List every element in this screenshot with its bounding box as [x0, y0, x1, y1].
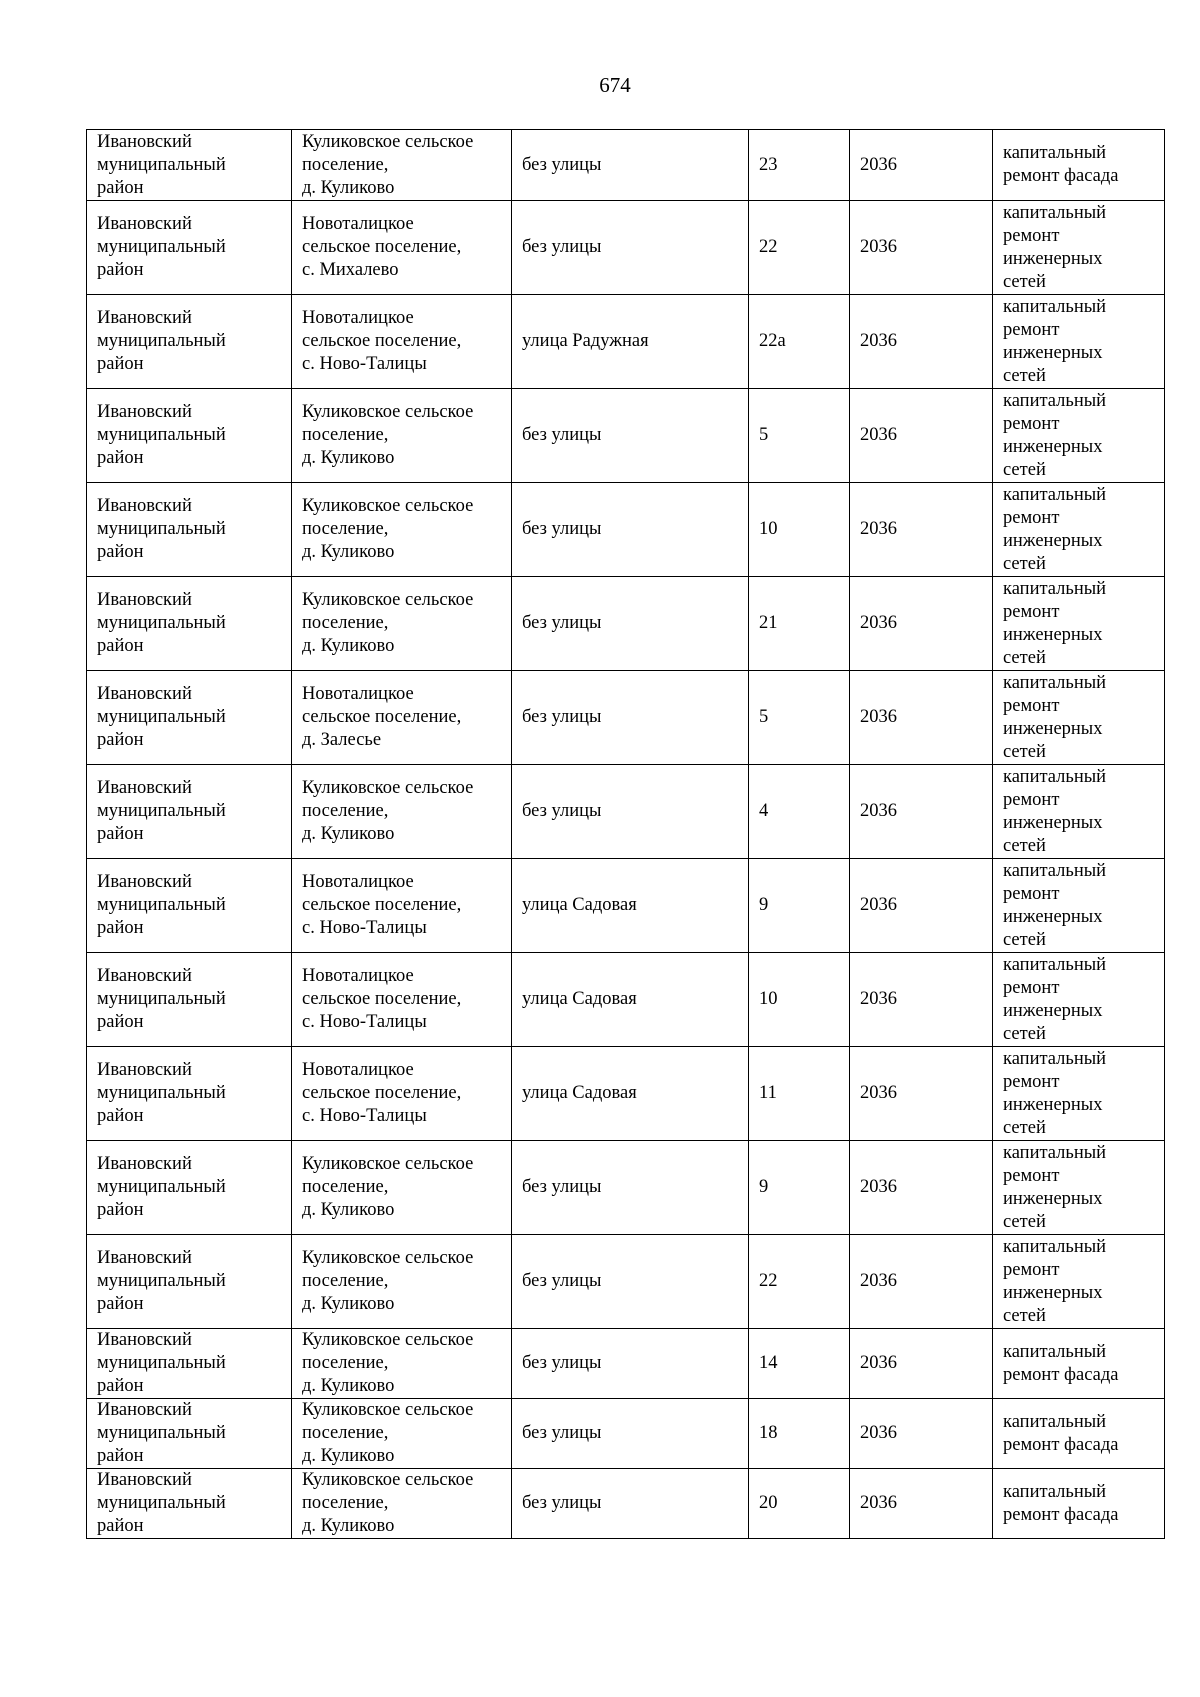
street-cell: без улицы	[512, 1141, 749, 1235]
work-type-cell: капитальный ремонт инженерных сетей	[993, 1235, 1165, 1329]
work-type-cell: капитальный ремонт инженерных сетей	[993, 765, 1165, 859]
settlement-cell: Новоталицкое сельское поселение, с. Ново-Талицы	[292, 859, 512, 953]
table-body	[87, 130, 1165, 1539]
settlement-cell: Куликовское сельское поселение, д. Куликово	[292, 389, 512, 483]
settlement-cell: Куликовское сельское поселение, д. Куликово	[292, 577, 512, 671]
work-type-cell: капитальный ремонт инженерных сетей	[993, 483, 1165, 577]
street-cell: без улицы	[512, 130, 749, 201]
house-number-cell: 9	[749, 1141, 850, 1235]
district-cell: Ивановский муниципальный район	[87, 859, 292, 953]
work-type-cell: капитальный ремонт инженерных сетей	[993, 389, 1165, 483]
settlement-cell: Новоталицкое сельское поселение, с. Михалево	[292, 201, 512, 295]
district-cell: Ивановский муниципальный район	[87, 765, 292, 859]
street-cell: улица Садовая	[512, 859, 749, 953]
work-type-cell: капитальный ремонт фасада	[993, 1469, 1165, 1539]
year-cell: 2036	[850, 201, 993, 295]
district-cell: Ивановский муниципальный район	[87, 295, 292, 389]
street-cell: без улицы	[512, 1235, 749, 1329]
house-number-cell: 9	[749, 859, 850, 953]
year-cell: 2036	[850, 577, 993, 671]
district-cell: Ивановский муниципальный район	[87, 1047, 292, 1141]
table-row	[87, 295, 1165, 389]
table-row	[87, 1141, 1165, 1235]
work-type-cell: капитальный ремонт инженерных сетей	[993, 953, 1165, 1047]
district-cell: Ивановский муниципальный район	[87, 130, 292, 201]
settlement-cell: Куликовское сельское поселение, д. Куликово	[292, 483, 512, 577]
district-cell: Ивановский муниципальный район	[87, 201, 292, 295]
street-cell: без улицы	[512, 671, 749, 765]
work-type-cell: капитальный ремонт инженерных сетей	[993, 295, 1165, 389]
table-row	[87, 389, 1165, 483]
district-cell: Ивановский муниципальный район	[87, 1235, 292, 1329]
work-type-cell: капитальный ремонт инженерных сетей	[993, 1141, 1165, 1235]
house-number-cell: 5	[749, 671, 850, 765]
work-type-cell: капитальный ремонт фасада	[993, 1329, 1165, 1399]
work-type-cell: капитальный ремонт фасада	[993, 130, 1165, 201]
house-number-cell: 10	[749, 953, 850, 1047]
house-number-cell: 22	[749, 1235, 850, 1329]
district-cell: Ивановский муниципальный район	[87, 953, 292, 1047]
house-number-cell: 5	[749, 389, 850, 483]
work-type-cell: капитальный ремонт фасада	[993, 1399, 1165, 1469]
house-number-cell: 21	[749, 577, 850, 671]
year-cell: 2036	[850, 1329, 993, 1399]
district-cell: Ивановский муниципальный район	[87, 577, 292, 671]
house-number-cell: 23	[749, 130, 850, 201]
settlement-cell: Куликовское сельское поселение, д. Куликово	[292, 1141, 512, 1235]
street-cell: без улицы	[512, 483, 749, 577]
settlement-cell: Куликовское сельское поселение, д. Куликово	[292, 1399, 512, 1469]
street-cell: без улицы	[512, 201, 749, 295]
year-cell: 2036	[850, 671, 993, 765]
district-cell: Ивановский муниципальный район	[87, 389, 292, 483]
street-cell: без улицы	[512, 1329, 749, 1399]
year-cell: 2036	[850, 483, 993, 577]
table-row	[87, 1235, 1165, 1329]
settlement-cell: Куликовское сельское поселение, д. Куликово	[292, 1469, 512, 1539]
settlement-cell: Новоталицкое сельское поселение, д. Залесье	[292, 671, 512, 765]
table-row	[87, 577, 1165, 671]
settlement-cell: Куликовское сельское поселение, д. Куликово	[292, 130, 512, 201]
district-cell: Ивановский муниципальный район	[87, 1399, 292, 1469]
year-cell: 2036	[850, 765, 993, 859]
house-number-cell: 11	[749, 1047, 850, 1141]
street-cell: без улицы	[512, 577, 749, 671]
year-cell: 2036	[850, 1399, 993, 1469]
table-row	[87, 1399, 1165, 1469]
settlement-cell: Куликовское сельское поселение, д. Куликово	[292, 765, 512, 859]
table-row	[87, 201, 1165, 295]
table-row	[87, 1469, 1165, 1539]
settlement-cell: Куликовское сельское поселение, д. Куликово	[292, 1329, 512, 1399]
page-number: 674	[599, 73, 631, 97]
settlement-cell: Куликовское сельское поселение, д. Куликово	[292, 1235, 512, 1329]
table-row	[87, 953, 1165, 1047]
year-cell: 2036	[850, 1047, 993, 1141]
street-cell: улица Радужная	[512, 295, 749, 389]
year-cell: 2036	[850, 389, 993, 483]
house-number-cell: 22а	[749, 295, 850, 389]
year-cell: 2036	[850, 130, 993, 201]
year-cell: 2036	[850, 859, 993, 953]
work-type-cell: капитальный ремонт инженерных сетей	[993, 859, 1165, 953]
settlement-cell: Новоталицкое сельское поселение, с. Ново-Талицы	[292, 1047, 512, 1141]
street-cell: улица Садовая	[512, 953, 749, 1047]
district-cell: Ивановский муниципальный район	[87, 1141, 292, 1235]
house-number-cell: 18	[749, 1399, 850, 1469]
settlement-cell: Новоталицкое сельское поселение, с. Ново-Талицы	[292, 953, 512, 1047]
table-row	[87, 130, 1165, 201]
work-type-cell: капитальный ремонт инженерных сетей	[993, 577, 1165, 671]
house-number-cell: 10	[749, 483, 850, 577]
street-cell: улица Садовая	[512, 1047, 749, 1141]
work-type-cell: капитальный ремонт инженерных сетей	[993, 671, 1165, 765]
year-cell: 2036	[850, 1235, 993, 1329]
table-row	[87, 1047, 1165, 1141]
year-cell: 2036	[850, 953, 993, 1047]
work-type-cell: капитальный ремонт инженерных сетей	[993, 201, 1165, 295]
house-number-cell: 22	[749, 201, 850, 295]
house-number-cell: 4	[749, 765, 850, 859]
district-cell: Ивановский муниципальный район	[87, 1329, 292, 1399]
district-cell: Ивановский муниципальный район	[87, 483, 292, 577]
district-cell: Ивановский муниципальный район	[87, 1469, 292, 1539]
work-type-cell: капитальный ремонт инженерных сетей	[993, 1047, 1165, 1141]
year-cell: 2036	[850, 1141, 993, 1235]
house-number-cell: 20	[749, 1469, 850, 1539]
table-row	[87, 483, 1165, 577]
table-row	[87, 765, 1165, 859]
table-row	[87, 1329, 1165, 1399]
street-cell: без улицы	[512, 765, 749, 859]
street-cell: без улицы	[512, 389, 749, 483]
street-cell: без улицы	[512, 1469, 749, 1539]
table-row	[87, 859, 1165, 953]
settlement-cell: Новоталицкое сельское поселение, с. Ново-Талицы	[292, 295, 512, 389]
house-number-cell: 14	[749, 1329, 850, 1399]
year-cell: 2036	[850, 1469, 993, 1539]
district-cell: Ивановский муниципальный район	[87, 671, 292, 765]
housing-repair-table	[86, 129, 1165, 1539]
street-cell: без улицы	[512, 1399, 749, 1469]
year-cell: 2036	[850, 295, 993, 389]
table-row	[87, 671, 1165, 765]
